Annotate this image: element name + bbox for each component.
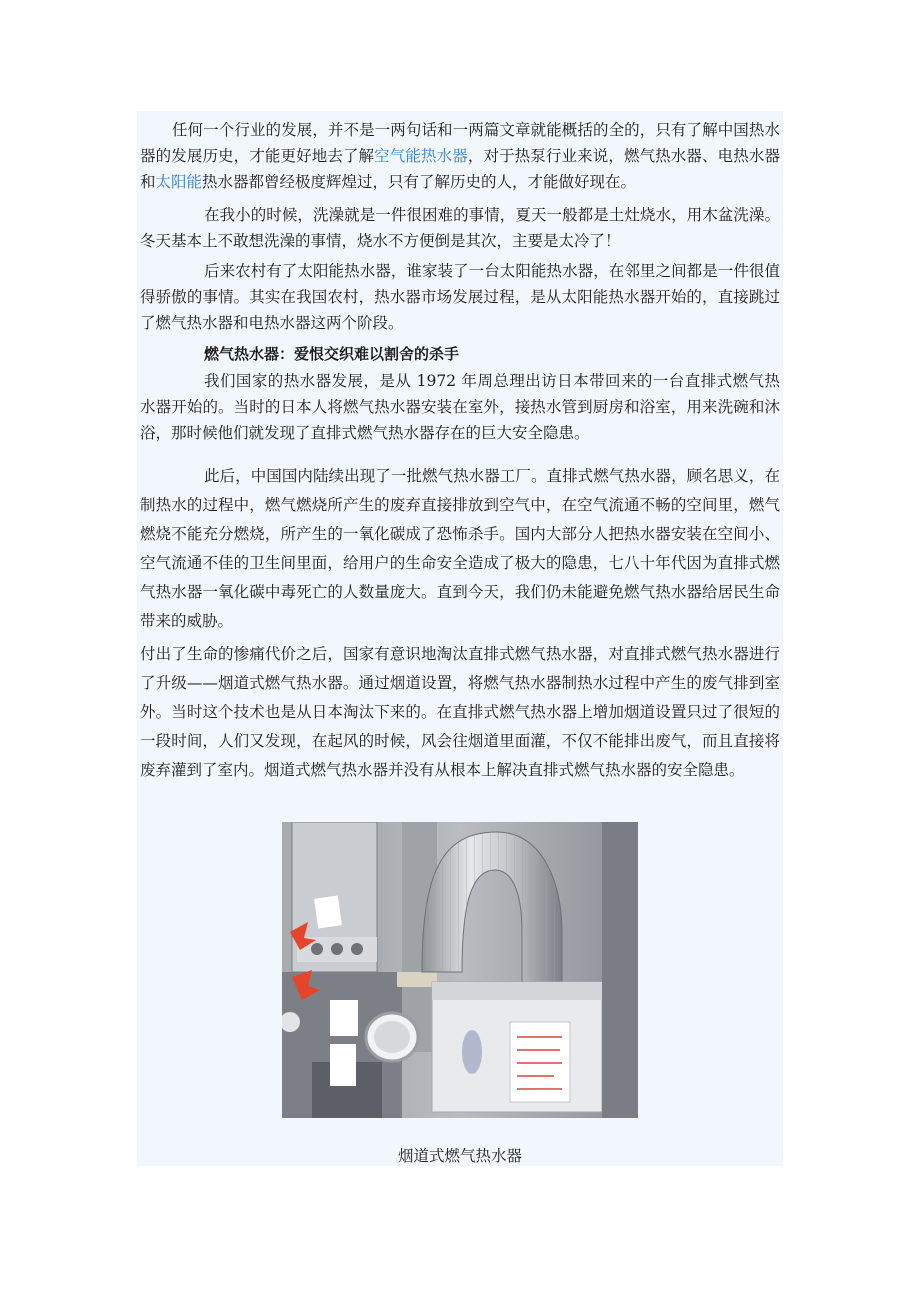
childhood-paragraph: 在我小的时候，洗澡就是一件很困难的事情，夏天一般都是土灶烧水，用木盆洗澡。冬天基本上不敢想洗澡的事情，烧水不方便倒是其次，主要是太冷了！ xyxy=(140,206,780,250)
solar-heater-paragraph: 后来农村有了太阳能热水器，谁家装了一台太阳能热水器，在邻里之间都是一件很值得骄傲的事情。其实在我国农村，热水器市场发展过程，是从太阳能热水器开始的，直接跳过了燃气热水器和电热水器这两个阶段。 xyxy=(140,262,780,332)
photo-caption: 烟道式燃气热水器 xyxy=(397,1147,522,1165)
intro-text-middle: ，对于热泵行业来说，燃气热水器、电热水器和 xyxy=(140,147,780,191)
section-heading: 燃气热水器：爱恨交织难以割舍的杀手 xyxy=(204,345,460,363)
air-source-heater-link[interactable]: 空气能热水器 xyxy=(374,147,468,165)
solar-link[interactable]: 太阳能 xyxy=(155,173,203,191)
intro-text-end: 热水器都曾经极度辉煌过，只有了解历史的人，才能做好现在。 xyxy=(202,173,637,191)
intro-text-start: 任何一个行业的发展，并不是一两句话和一两篇文章就能概括的全的，只有了解中国热水器的发展历史，才能更好地去了解 xyxy=(140,121,780,165)
history-paragraph: 我们国家的热水器发展，是从 1972 年周总理出访日本带回来的一台直排式燃气热水器开始的。当时的日本人将燃气热水器安装在室外，接热水管到厨房和浴室，用来洗碗和沐浴，那时候他们就发现了直排式燃气热水器存在的巨大安全隐患。 xyxy=(140,372,780,442)
direct-exhaust-paragraph: 此后，中国国内陆续出现了一批燃气热水器工厂。直排式燃气热水器，顾名思义，在制热水的过程中，燃气燃烧所产生的废弃直接排放到空气中，在空气流通不畅的空间里，燃气燃烧不能充分燃烧，所产生的一氧化碳成了恐怖杀手。国内大部分人把热水器安装在空间小、空气流通不佳的卫生间里面，给用户的生命安全造成了极大的隐患，七八十年代因为直排式燃气热水器一氧化碳中毒死亡的人数量庞大。直到今天，我们仍未能避免燃气热水器给居民生命带来的威胁。 xyxy=(140,467,780,630)
flue-type-paragraph: 付出了生命的惨痛代价之后，国家有意识地淘汰直排式燃气热水器，对直排式燃气热水器进行了升级——烟道式燃气热水器。通过烟道设置，将燃气热水器制热水过程中产生的废气排到室外。当时这个技术也是从日本淘汰下来的。在直排式燃气热水器上增加烟道设置只过了很短的一段时间，人们又发现，在起风的时候，风会往烟道里面灌，不仅不能排出废气，而且直接将废弃灌到了室内。烟道式燃气热水器并没有从根本上解决直排式燃气热水器的安全隐患。 xyxy=(140,645,780,779)
flue-gas-heater-photo xyxy=(282,822,638,1118)
intro-paragraph xyxy=(140,117,780,195)
